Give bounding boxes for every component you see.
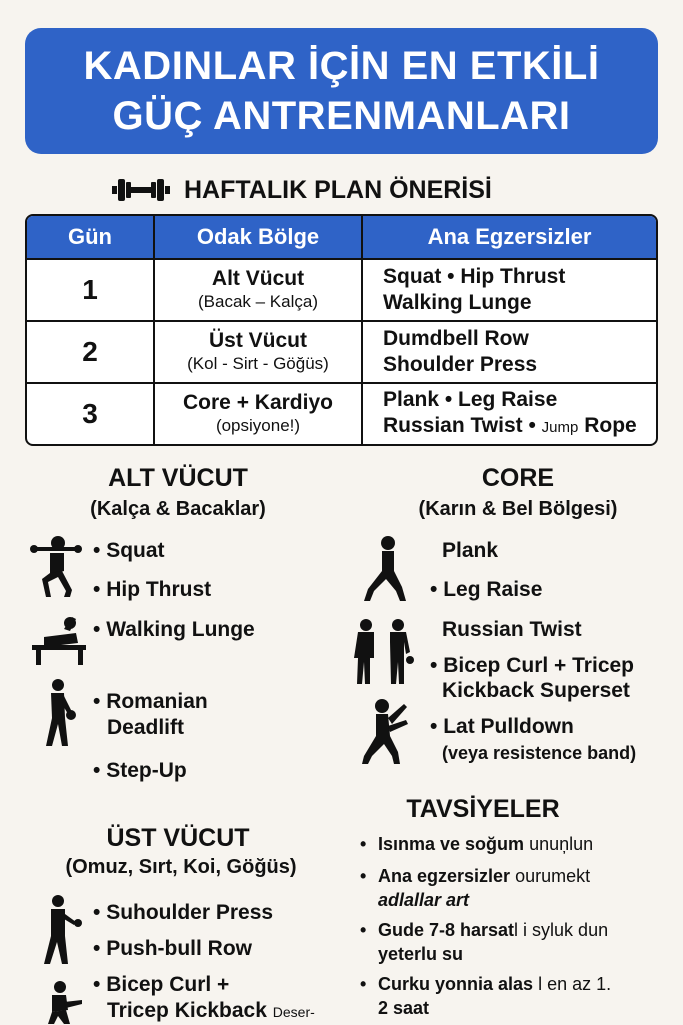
squat-figure-icon xyxy=(30,535,82,601)
plan-heading xyxy=(112,170,492,210)
list-item: Russian Twist xyxy=(442,618,582,641)
exercises-cell xyxy=(363,260,656,322)
list-item: • Hip Thrust xyxy=(93,577,211,603)
exercise-line: Russian Twist • Jump Rope xyxy=(383,414,637,437)
exercise-line: Shoulder Press xyxy=(383,353,538,376)
list-item: • Romanian xyxy=(93,689,208,715)
focus-label: Core + Kardiyo xyxy=(183,391,333,414)
list-item: • Leg Raise xyxy=(430,577,542,603)
partner-figure-icon xyxy=(352,618,418,686)
list-item: Deadlift xyxy=(107,716,185,739)
focus-label: Üst Vücut xyxy=(208,329,307,352)
table-row xyxy=(27,384,656,444)
list-item: • Walking Lunge xyxy=(93,617,255,643)
focus-cell xyxy=(155,260,363,322)
focus-cell xyxy=(155,322,363,384)
list-item: • Lat Pulldown xyxy=(430,714,574,740)
table-row xyxy=(27,260,656,322)
exercises-cell xyxy=(363,322,656,384)
deadlift-figure-icon xyxy=(40,678,80,750)
row-figure-icon xyxy=(40,980,86,1024)
exercise-line: Walking Lunge xyxy=(383,291,532,314)
tip-item: • Gude 7-8 harsatl i syluk dun yeterlu su xyxy=(360,920,609,964)
focus-label: Alt Vücut xyxy=(211,267,305,290)
list-item: • Push-bull Row xyxy=(93,936,252,962)
list-item: • Squat xyxy=(93,538,165,564)
ust-section-title: ÜST VÜCUT xyxy=(106,824,250,852)
tips-section-title: TAVSİYELER xyxy=(406,795,560,823)
lunge-figure-icon xyxy=(360,535,410,605)
list-item: • Step-Up xyxy=(93,758,187,784)
alt-section-subtitle: (Kalça & Bacaklar) xyxy=(90,498,266,520)
weekly-plan-table xyxy=(25,214,658,446)
plan-heading-text: HAFTALIK PLAN ÖNERİSİ xyxy=(184,175,492,204)
title-banner xyxy=(25,28,658,154)
tip-item: • Curku yonnia alas l en az 1. 2 saat xyxy=(360,974,612,1018)
table-row xyxy=(27,322,656,384)
list-item-tail: Deser- xyxy=(272,1004,315,1020)
exercise-line: Dumdbell Row xyxy=(383,327,529,350)
tip-item: • Isınma ve soğum unuņlun xyxy=(360,834,594,854)
header-day: Gün xyxy=(27,216,155,260)
day-cell: 3 xyxy=(27,384,155,444)
focus-sub: (Kol - Sirt - Göğüs) xyxy=(187,354,329,373)
core-section-title: CORE xyxy=(481,464,555,492)
day-cell: 2 xyxy=(27,322,155,384)
header-focus: Odak Bölge xyxy=(155,216,363,260)
alt-section-title: ALT VÜCUT xyxy=(108,464,248,492)
list-item: Kickback Superset xyxy=(442,679,630,702)
list-item: • Bicep Curl + Tricep xyxy=(430,653,634,679)
bench-press-figure-icon xyxy=(30,615,88,667)
list-item: Plank xyxy=(442,539,499,562)
exercises-cell xyxy=(363,384,656,444)
core-section-subtitle: (Karın & Bel Bölgesi) xyxy=(418,498,618,520)
header-exercises: Ana Egzersizler xyxy=(363,216,656,260)
exercise-line: Squat • Hip Thrust xyxy=(383,265,566,288)
focus-sub: (opsiyone!) xyxy=(215,416,301,435)
list-item: • Bicep Curl + xyxy=(93,972,229,998)
shoulder-press-figure-icon xyxy=(38,894,82,966)
focus-cell xyxy=(155,384,363,444)
focus-sub: (Bacak – Kalça) xyxy=(198,292,318,311)
ust-section-subtitle: (Omuz, Sırt, Koi, Göğüs) xyxy=(65,856,297,878)
title-line-1: KADINLAR İÇİN EN ETKİLİ xyxy=(83,44,600,88)
exercise-line: Plank • Leg Raise xyxy=(383,388,558,411)
table-header-row xyxy=(27,216,656,260)
day-cell: 1 xyxy=(27,260,155,322)
list-item-note: (veya resistence band) xyxy=(442,743,637,763)
dumbbell-icon xyxy=(112,176,170,204)
tip-item: • Ana egzersizler ourumekt adlallar art xyxy=(360,866,591,910)
lat-pulldown-figure-icon xyxy=(360,698,412,766)
list-item: Tricep Kickback Deser- xyxy=(107,999,315,1022)
title-line-2: GÜÇ ANTRENMANLARI xyxy=(112,94,571,138)
list-item: • Suhoulder Press xyxy=(93,900,273,926)
